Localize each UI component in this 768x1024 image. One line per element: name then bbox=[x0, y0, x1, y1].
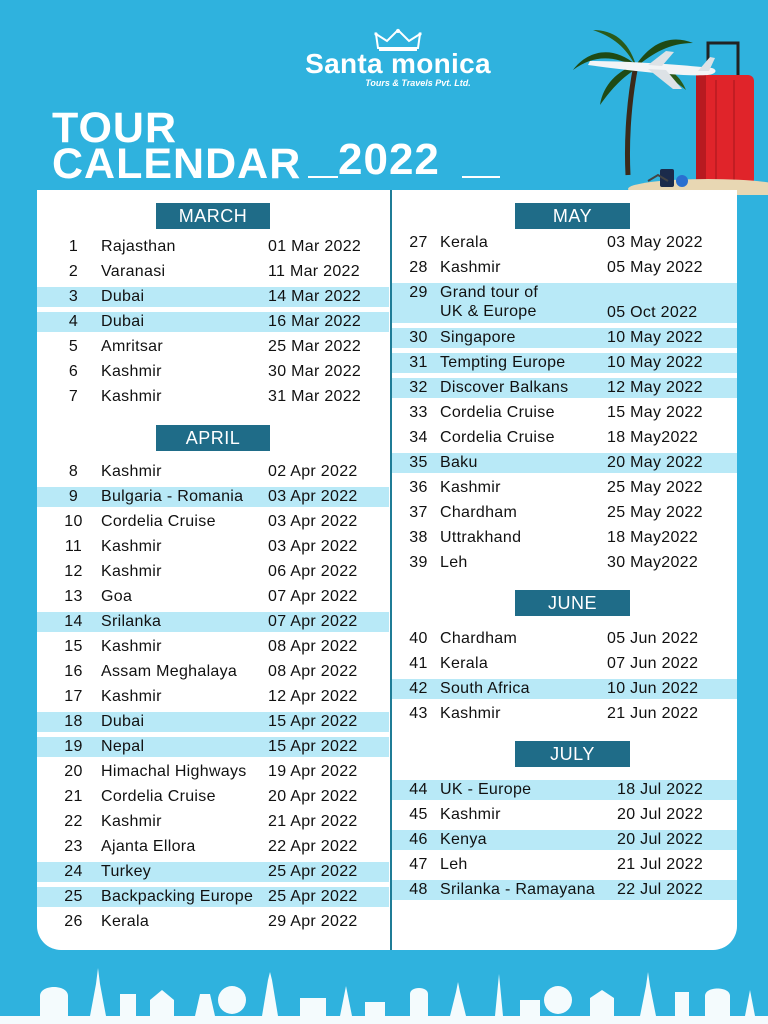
tour-date: 19 Apr 2022 bbox=[268, 763, 358, 780]
tour-date: 29 Apr 2022 bbox=[268, 913, 358, 930]
tour-destination: Chardham bbox=[440, 504, 518, 521]
tour-row bbox=[392, 258, 737, 278]
tour-date: 20 Jul 2022 bbox=[617, 806, 704, 823]
tour-destination: Dubai bbox=[101, 713, 145, 730]
tour-number: 13 bbox=[64, 588, 83, 605]
tour-number: 16 bbox=[64, 663, 83, 680]
tour-row bbox=[392, 283, 737, 323]
tour-row bbox=[392, 528, 737, 548]
tour-number: 14 bbox=[64, 613, 83, 630]
tour-number: 47 bbox=[409, 856, 428, 873]
tour-row bbox=[392, 679, 737, 699]
title-underline-right bbox=[462, 176, 500, 178]
tour-number: 6 bbox=[68, 363, 79, 380]
tour-row bbox=[37, 387, 389, 407]
tour-row bbox=[392, 453, 737, 473]
tour-number: 25 bbox=[64, 888, 83, 905]
tour-date: 08 Apr 2022 bbox=[268, 663, 358, 680]
tour-date: 22 Jul 2022 bbox=[617, 881, 704, 898]
tour-number: 43 bbox=[409, 705, 428, 722]
tour-row bbox=[392, 780, 737, 800]
tour-row bbox=[37, 687, 389, 707]
tour-row bbox=[392, 403, 737, 423]
tour-row bbox=[37, 262, 389, 282]
tour-number: 18 bbox=[64, 713, 83, 730]
tour-date: 03 Apr 2022 bbox=[268, 538, 358, 555]
tour-number: 48 bbox=[409, 881, 428, 898]
tour-destination: Varanasi bbox=[101, 263, 166, 280]
month-header-april: APRIL bbox=[156, 425, 270, 451]
brand-name: Santa monica bbox=[305, 48, 491, 79]
tour-number: 44 bbox=[409, 781, 428, 798]
tour-number: 26 bbox=[64, 913, 83, 930]
brand-tagline: Tours & Travels Pvt. Ltd. bbox=[365, 78, 471, 88]
left-column bbox=[37, 190, 389, 950]
tour-destination: Kashmir bbox=[101, 388, 162, 405]
tour-row bbox=[37, 562, 389, 582]
tour-row bbox=[37, 837, 389, 857]
tour-number: 10 bbox=[64, 513, 83, 530]
month-header-may: MAY bbox=[515, 203, 630, 229]
tour-date: 22 Apr 2022 bbox=[268, 838, 358, 855]
tour-number: 40 bbox=[409, 630, 428, 647]
tour-date: 25 May 2022 bbox=[607, 504, 703, 521]
tour-row bbox=[37, 587, 389, 607]
tour-date: 18 Jul 2022 bbox=[617, 781, 704, 798]
tour-number: 45 bbox=[409, 806, 428, 823]
month-header-march: MARCH bbox=[156, 203, 270, 229]
tour-date: 31 Mar 2022 bbox=[268, 388, 362, 405]
month-header-june: JUNE bbox=[515, 590, 630, 616]
tour-number: 11 bbox=[64, 538, 83, 555]
tour-destination: Kashmir bbox=[440, 479, 501, 496]
tour-number: 17 bbox=[64, 688, 83, 705]
tour-destination: Kenya bbox=[440, 831, 487, 848]
right-column bbox=[392, 190, 737, 950]
tour-date: 05 May 2022 bbox=[607, 259, 703, 276]
tour-date: 21 Apr 2022 bbox=[268, 813, 358, 830]
tour-destination: Singapore bbox=[440, 329, 516, 346]
tour-number: 24 bbox=[64, 863, 83, 880]
tour-destination-line-2: UK & Europe bbox=[440, 303, 537, 320]
tour-destination: Baku bbox=[440, 454, 478, 471]
tour-row bbox=[392, 328, 737, 348]
tour-row bbox=[392, 805, 737, 825]
tour-destination: Kashmir bbox=[101, 363, 162, 380]
tour-destination: Rajasthan bbox=[101, 238, 176, 255]
tour-number: 39 bbox=[409, 554, 428, 571]
tour-destination: UK - Europe bbox=[440, 781, 532, 798]
tour-row bbox=[37, 812, 389, 832]
tour-date: 07 Jun 2022 bbox=[607, 655, 699, 672]
tour-date: 10 Jun 2022 bbox=[607, 680, 699, 697]
tour-date: 08 Apr 2022 bbox=[268, 638, 358, 655]
tour-date: 03 Apr 2022 bbox=[268, 488, 358, 505]
tour-number: 33 bbox=[409, 404, 428, 421]
tour-row bbox=[392, 629, 737, 649]
tour-date: 12 May 2022 bbox=[607, 379, 703, 396]
title-line-2: CALENDAR bbox=[52, 140, 302, 188]
tour-date: 10 May 2022 bbox=[607, 329, 703, 346]
tour-row bbox=[392, 830, 737, 850]
tour-date: 20 Apr 2022 bbox=[268, 788, 358, 805]
tour-date: 11 Mar 2022 bbox=[268, 263, 360, 280]
tour-number: 9 bbox=[68, 488, 79, 505]
tour-row bbox=[37, 462, 389, 482]
tour-number: 8 bbox=[68, 463, 79, 480]
tour-row bbox=[392, 855, 737, 875]
tour-row bbox=[37, 637, 389, 657]
tour-destination: Chardham bbox=[440, 630, 518, 647]
tour-date: 25 Apr 2022 bbox=[268, 888, 358, 905]
tour-destination: Kashmir bbox=[101, 688, 162, 705]
tour-date: 02 Apr 2022 bbox=[268, 463, 358, 480]
brand-logo bbox=[288, 28, 508, 88]
tour-destination: Kashmir bbox=[440, 259, 501, 276]
calendar-card bbox=[37, 190, 737, 950]
tour-row bbox=[392, 478, 737, 498]
tour-destination: Discover Balkans bbox=[440, 379, 569, 396]
tour-destination: Tempting Europe bbox=[440, 354, 566, 371]
tour-date: 05 Oct 2022 bbox=[607, 304, 698, 321]
tour-date: 15 Apr 2022 bbox=[268, 713, 358, 730]
tour-date: 20 May 2022 bbox=[607, 454, 703, 471]
tour-destination: Backpacking Europe bbox=[101, 888, 254, 905]
tour-destination: Kerala bbox=[101, 913, 150, 930]
tour-destination: Ajanta Ellora bbox=[101, 838, 196, 855]
tour-number: 32 bbox=[409, 379, 428, 396]
tour-date: 18 May2022 bbox=[607, 429, 699, 446]
tour-date: 01 Mar 2022 bbox=[268, 238, 362, 255]
tour-row bbox=[37, 287, 389, 307]
tour-row bbox=[392, 233, 737, 253]
tour-date: 15 May 2022 bbox=[607, 404, 703, 421]
tour-destination: Cordelia Cruise bbox=[440, 404, 555, 421]
tour-date: 18 May2022 bbox=[607, 529, 699, 546]
tour-row bbox=[37, 712, 389, 732]
tour-destination: Kashmir bbox=[101, 463, 162, 480]
tour-date: 03 Apr 2022 bbox=[268, 513, 358, 530]
tour-row bbox=[392, 503, 737, 523]
tour-destination: Goa bbox=[101, 588, 133, 605]
tour-date: 25 May 2022 bbox=[607, 479, 703, 496]
tour-destination: Leh bbox=[440, 554, 468, 571]
title-line-1: TOUR bbox=[52, 104, 178, 152]
tour-destination: Kerala bbox=[440, 234, 489, 251]
tour-destination: Kashmir bbox=[101, 538, 162, 555]
tour-number: 19 bbox=[64, 738, 83, 755]
tour-destination: Kashmir bbox=[440, 705, 501, 722]
tour-date: 20 Jul 2022 bbox=[617, 831, 704, 848]
tour-destination: Srilanka bbox=[101, 613, 162, 630]
tour-number: 30 bbox=[409, 329, 428, 346]
tour-destination: Kashmir bbox=[101, 563, 162, 580]
tour-number: 27 bbox=[409, 234, 428, 251]
tour-number: 7 bbox=[68, 388, 79, 405]
month-header-july: JULY bbox=[515, 741, 630, 767]
title-year: 2022 bbox=[338, 135, 440, 184]
tour-row bbox=[37, 537, 389, 557]
tour-date: 21 Jul 2022 bbox=[617, 856, 704, 873]
tour-destination: Grand tour of bbox=[440, 284, 539, 301]
tour-row bbox=[37, 362, 389, 382]
tour-row bbox=[392, 428, 737, 448]
tour-number: 29 bbox=[409, 284, 428, 301]
tour-destination: Cordelia Cruise bbox=[101, 788, 216, 805]
tour-destination: Uttrakhand bbox=[440, 529, 522, 546]
tour-number: 31 bbox=[409, 354, 428, 371]
tour-row bbox=[37, 862, 389, 882]
tour-row bbox=[392, 553, 737, 573]
tour-number: 4 bbox=[68, 313, 79, 330]
travel-illustration bbox=[558, 25, 768, 195]
tour-destination: Cordelia Cruise bbox=[440, 429, 555, 446]
tour-row bbox=[37, 237, 389, 257]
tour-destination: South Africa bbox=[440, 680, 530, 697]
tour-destination: Leh bbox=[440, 856, 468, 873]
tour-number: 22 bbox=[64, 813, 83, 830]
tour-destination: Amritsar bbox=[101, 338, 163, 355]
tour-date: 25 Apr 2022 bbox=[268, 863, 358, 880]
tour-date: 12 Apr 2022 bbox=[268, 688, 358, 705]
tour-number: 20 bbox=[64, 763, 83, 780]
tour-row bbox=[392, 704, 737, 724]
tour-number: 34 bbox=[409, 429, 428, 446]
tour-row bbox=[392, 353, 737, 373]
tour-number: 37 bbox=[409, 504, 428, 521]
tour-date: 06 Apr 2022 bbox=[268, 563, 358, 580]
page-title bbox=[52, 104, 302, 188]
tour-row bbox=[392, 880, 737, 900]
tour-date: 05 Jun 2022 bbox=[607, 630, 699, 647]
tour-date: 07 Apr 2022 bbox=[268, 613, 358, 630]
tour-number: 5 bbox=[68, 338, 79, 355]
tour-date: 14 Mar 2022 bbox=[268, 288, 362, 305]
tour-number: 1 bbox=[68, 238, 79, 255]
tour-row bbox=[392, 378, 737, 398]
tour-number: 21 bbox=[64, 788, 83, 805]
tour-row bbox=[37, 337, 389, 357]
tour-row bbox=[37, 787, 389, 807]
tour-number: 15 bbox=[64, 638, 83, 655]
tour-destination: Dubai bbox=[101, 288, 145, 305]
tour-number: 23 bbox=[64, 838, 83, 855]
city-skyline-illustration bbox=[0, 964, 768, 1024]
tour-destination: Turkey bbox=[101, 863, 152, 880]
tour-destination: Bulgaria - Romania bbox=[101, 488, 244, 505]
palm-tree-icon bbox=[573, 30, 693, 175]
tour-number: 42 bbox=[409, 680, 428, 697]
tour-destination: Kerala bbox=[440, 655, 489, 672]
tour-date: 25 Mar 2022 bbox=[268, 338, 362, 355]
tour-row bbox=[392, 654, 737, 674]
tour-row bbox=[37, 737, 389, 757]
tour-number: 28 bbox=[409, 259, 428, 276]
tour-destination: Assam Meghalaya bbox=[101, 663, 238, 680]
tour-number: 3 bbox=[68, 288, 79, 305]
tour-row bbox=[37, 612, 389, 632]
tour-row bbox=[37, 512, 389, 532]
tour-destination: Srilanka - Ramayana bbox=[440, 881, 596, 898]
tour-destination: Himachal Highways bbox=[101, 763, 247, 780]
tour-row bbox=[37, 912, 389, 932]
tour-number: 36 bbox=[409, 479, 428, 496]
tour-number: 38 bbox=[409, 529, 428, 546]
tour-destination: Nepal bbox=[101, 738, 145, 755]
tour-destination: Kashmir bbox=[101, 813, 162, 830]
tour-number: 2 bbox=[68, 263, 79, 280]
tour-row bbox=[37, 312, 389, 332]
tour-number: 46 bbox=[409, 831, 428, 848]
tour-destination: Dubai bbox=[101, 313, 145, 330]
tour-number: 12 bbox=[64, 563, 83, 580]
tour-number: 41 bbox=[409, 655, 428, 672]
tour-row bbox=[37, 662, 389, 682]
tour-number: 35 bbox=[409, 454, 428, 471]
tour-date: 07 Apr 2022 bbox=[268, 588, 358, 605]
tour-date: 15 Apr 2022 bbox=[268, 738, 358, 755]
tour-destination: Cordelia Cruise bbox=[101, 513, 216, 530]
tour-date: 21 Jun 2022 bbox=[607, 705, 699, 722]
title-underline-left bbox=[308, 176, 338, 178]
tour-date: 03 May 2022 bbox=[607, 234, 703, 251]
tour-destination: Kashmir bbox=[440, 806, 501, 823]
tour-destination: Kashmir bbox=[101, 638, 162, 655]
tour-row bbox=[37, 487, 389, 507]
tour-date: 10 May 2022 bbox=[607, 354, 703, 371]
tour-row bbox=[37, 887, 389, 907]
tour-date: 30 May2022 bbox=[607, 554, 699, 571]
tour-date: 30 Mar 2022 bbox=[268, 363, 362, 380]
tour-date: 16 Mar 2022 bbox=[268, 313, 362, 330]
tour-row bbox=[37, 762, 389, 782]
